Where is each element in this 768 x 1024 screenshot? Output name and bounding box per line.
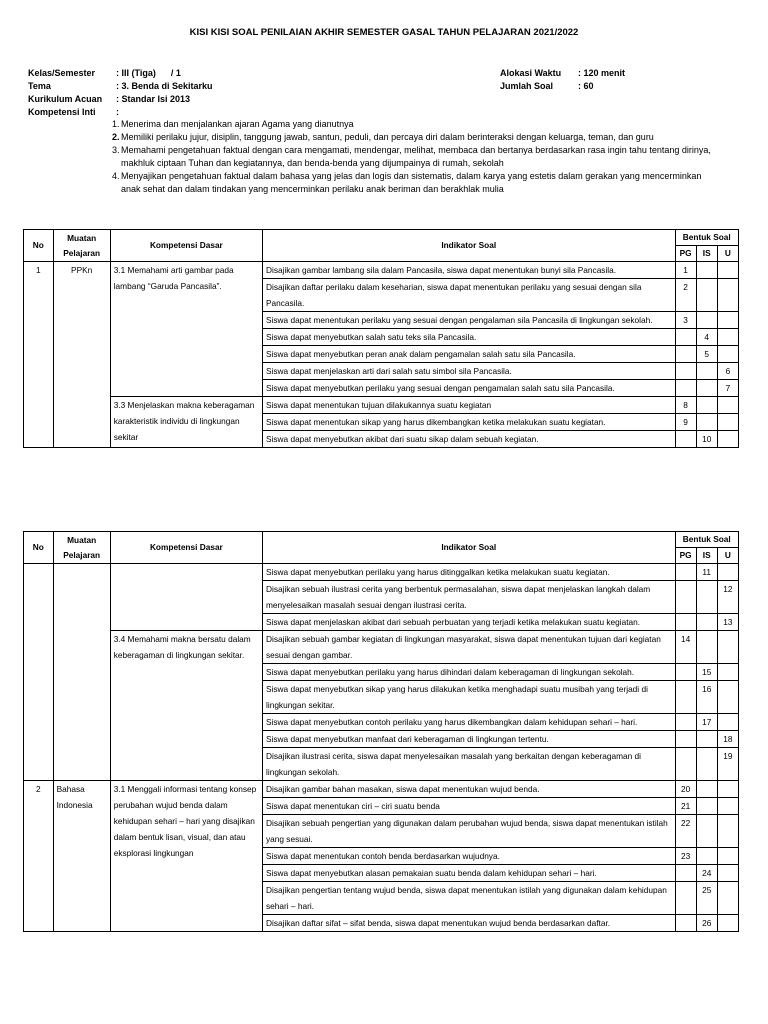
cell-pg [675, 581, 696, 614]
cell-indikator: Siswa dapat menyebutkan peran anak dalam pengamalan salah satu sila Pancasila. [263, 346, 675, 363]
meta-label: Tema [28, 81, 51, 91]
cell-indikator: Siswa dapat menentukan tujuan dilakukannya suatu kegiatan [263, 397, 675, 414]
cell-no [24, 564, 54, 781]
list-text: Memahami pengetahuan faktual dengan cara mengamati, mendengar, melihat, membaca dan bertanya berdasarkan rasa ingin tahu tentang dirinya, makhluk ciptaan Tuhan dan kegiatannya, dan benda-benda yang dijumpainya di rumah, sekolah [121, 145, 711, 168]
cell-u: 12 [717, 581, 738, 614]
meta-label: Alokasi Waktu [500, 68, 562, 78]
cell-pg [675, 748, 696, 781]
cell-u [717, 882, 738, 915]
cell-indikator: Disajikan ilustrasi cerita, siswa dapat menyelesaikan masalah yang berkaitan dengan keberagaman di lingkungan sekolah. [263, 748, 675, 781]
cell-indikator: Siswa dapat menentukan contoh benda berdasarkan wujudnya. [263, 848, 675, 865]
cell-no: 1 [24, 262, 54, 448]
cell-pg [675, 664, 696, 681]
meta-left [28, 67, 213, 119]
document-title: KISI KISI SOAL PENILAIAN AKHIR SEMESTER GASAL TAHUN PELAJARAN 2021/2022 [189, 27, 579, 38]
cell-kd: 3.4 Memahami makna bersatu dalam keberagaman di lingkungan sekitar. [110, 631, 262, 781]
meta-jumlah [500, 80, 625, 93]
cell-u [717, 329, 738, 346]
cell-is [696, 748, 717, 781]
cell-is [696, 614, 717, 631]
cell-is [696, 781, 717, 798]
cell-pg [675, 915, 696, 932]
cell-is: 25 [696, 882, 717, 915]
cell-u: 7 [717, 380, 738, 397]
kompetensi-inti-list [112, 118, 722, 196]
cell-muatan [53, 564, 110, 781]
list-number: 3. [112, 145, 120, 155]
cell-is [696, 397, 717, 414]
cell-indikator: Disajikan sebuah gambar kegiatan di lingkungan masyarakat, siswa dapat menentukan tujuan dari kegiatan sesuai dengan gambar. [263, 631, 675, 664]
cell-is: 11 [696, 564, 717, 581]
list-number: 4. [112, 171, 120, 181]
cell-pg [675, 614, 696, 631]
cell-is [696, 581, 717, 614]
cell-is [696, 380, 717, 397]
list-item [112, 144, 722, 170]
cell-indikator: Disajikan pengertian tentang wujud benda, siswa dapat menentukan istilah yang digunakan dalam kehidupan sehari – hari. [263, 882, 675, 915]
cell-u [717, 279, 738, 312]
cell-pg [675, 714, 696, 731]
cell-indikator: Siswa dapat menyebutkan contoh perilaku yang harus dikembangkan dalam kehidupan sehari – hari. [263, 714, 675, 731]
cell-u [717, 664, 738, 681]
cell-no: 2 [24, 781, 54, 932]
table-row [24, 631, 739, 664]
cell-kd [110, 564, 262, 631]
cell-pg [675, 731, 696, 748]
header-indikator: Indikator Soal [263, 532, 675, 564]
cell-muatan: PPKn [53, 262, 110, 448]
cell-pg [675, 363, 696, 380]
cell-indikator: Disajikan sebuah ilustrasi cerita yang berbentuk permasalahan, siswa dapat menjelaskan langkah dalam menyelesaikan masalah sesuai dengan ilustrasi cerita. [263, 581, 675, 614]
list-number: 1. [112, 119, 120, 129]
cell-indikator: Siswa dapat menyebutkan perilaku yang harus ditinggalkan ketika melakukan suatu kegiatan. [263, 564, 675, 581]
cell-pg [675, 882, 696, 915]
cell-indikator: Disajikan sebuah pengertian yang digunakan dalam perubahan wujud benda, siswa dapat menentukan istilah yang sesuai. [263, 815, 675, 848]
cell-pg: 2 [675, 279, 696, 312]
meta-right [500, 67, 625, 93]
meta-kurikulum [28, 93, 213, 106]
cell-u [717, 312, 738, 329]
header-no: No [24, 230, 54, 262]
meta-value: : [116, 107, 119, 117]
cell-indikator: Disajikan daftar perilaku dalam keseharian, siswa dapat menentukan perilaku yang sesuai dengan sila Pancasila. [263, 279, 675, 312]
header-bentuk-soal: Bentuk Soal [675, 230, 739, 246]
cell-indikator: Siswa dapat menyebutkan sikap yang harus dilakukan ketika menghadapi suatu musibah yang terjadi di lingkungan sekitar. [263, 681, 675, 714]
cell-u [717, 681, 738, 714]
cell-indikator: Disajikan gambar bahan masakan, siswa dapat menentukan wujud benda. [263, 781, 675, 798]
cell-u [717, 262, 738, 279]
cell-is [696, 631, 717, 664]
cell-is [696, 848, 717, 865]
cell-pg [675, 380, 696, 397]
meta-label: Kelas/Semester [28, 68, 96, 78]
meta-alokasi [500, 67, 625, 80]
list-text: Menyajikan pengetahuan faktual dalam bahasa yang jelas dan logis dan sistematis, dalam karya yang estetis dalam gerakan yang mencerminkan anak sehat dan dalam tindakan yang mencerminkan perilaku anak beriman dan berakhlak mulia [121, 171, 702, 194]
list-text: Menerima dan menjalankan ajaran Agama yang dianutnya [121, 119, 354, 129]
cell-indikator: Siswa dapat menyebutkan perilaku yang sesuai dengan pengamalan salah satu sila Pancasila. [263, 380, 675, 397]
header-pg: PG [675, 548, 696, 564]
meta-label: Jumlah Soal [500, 81, 554, 91]
header-is: IS [696, 548, 717, 564]
cell-kd: 3.1 Memahami arti gambar pada lambang “Garuda Pancasila”. [110, 262, 262, 397]
cell-u [717, 431, 738, 448]
header-kd: Kompetensi Dasar [110, 532, 262, 564]
cell-pg [675, 346, 696, 363]
cell-is [696, 414, 717, 431]
header-muatan: Muatan Pelajaran [53, 230, 110, 262]
cell-kd: 3.3 Menjelaskan makna keberagaman karakteristik individu di lingkungan sekitar [110, 397, 262, 448]
cell-pg [675, 564, 696, 581]
meta-value: : 120 menit [578, 68, 626, 78]
cell-u [717, 397, 738, 414]
header-no: No [24, 532, 54, 564]
cell-pg: 9 [675, 414, 696, 431]
cell-u: 18 [717, 731, 738, 748]
cell-pg: 1 [675, 262, 696, 279]
cell-indikator: Siswa dapat menyebutkan akibat dari suatu sikap dalam sebuah kegiatan. [263, 431, 675, 448]
cell-is [696, 262, 717, 279]
cell-kd: 3.1 Menggali informasi tentang konsep perubahan wujud benda dalam kehidupan sehari – hari yang disajikan dalam bentuk lisan, visual, dan atau eksplorasi lingkungan [110, 781, 262, 932]
cell-pg: 23 [675, 848, 696, 865]
cell-is: 5 [696, 346, 717, 363]
table-row [24, 397, 739, 414]
cell-pg: 14 [675, 631, 696, 664]
meta-tema [28, 80, 213, 93]
cell-is: 24 [696, 865, 717, 882]
cell-u [717, 798, 738, 815]
cell-indikator: Siswa dapat menentukan ciri – ciri suatu benda [263, 798, 675, 815]
meta-value: : Standar Isi 2013 [116, 94, 191, 104]
cell-pg [675, 681, 696, 714]
cell-pg: 3 [675, 312, 696, 329]
cell-is: 15 [696, 664, 717, 681]
cell-pg: 21 [675, 798, 696, 815]
cell-is [696, 815, 717, 848]
cell-u [717, 915, 738, 932]
cell-u [717, 346, 738, 363]
cell-indikator: Siswa dapat menjelaskan arti dari salah satu simbol sila Pancasila. [263, 363, 675, 380]
cell-is [696, 279, 717, 312]
cell-is: 16 [696, 681, 717, 714]
kisi-table-2 [23, 531, 739, 932]
cell-u [717, 781, 738, 798]
header-bentuk-soal: Bentuk Soal [675, 532, 739, 548]
header-is: IS [696, 246, 717, 262]
cell-pg: 20 [675, 781, 696, 798]
cell-pg [675, 329, 696, 346]
meta-label: Kompetensi Inti [28, 107, 96, 117]
header-muatan: Muatan Pelajaran [53, 532, 110, 564]
cell-indikator: Siswa dapat menyebutkan salah satu teks sila Pancasila. [263, 329, 675, 346]
cell-u [717, 815, 738, 848]
cell-indikator: Siswa dapat menentukan perilaku yang sesuai dengan pengalaman sila Pancasila di lingkungan sekolah. [263, 312, 675, 329]
meta-label: Kurikulum Acuan [28, 94, 103, 104]
cell-pg: 22 [675, 815, 696, 848]
header-kd: Kompetensi Dasar [110, 230, 262, 262]
meta-value: : III (Tiga) / 1 [116, 68, 181, 78]
cell-is: 26 [696, 915, 717, 932]
meta-value: : 60 [578, 81, 594, 91]
cell-is [696, 731, 717, 748]
cell-muatan: Bahasa Indonesia [53, 781, 110, 932]
cell-is: 4 [696, 329, 717, 346]
cell-indikator: Siswa dapat menyebutkan perilaku yang harus dihindari dalam keberagaman di lingkungan sekolah. [263, 664, 675, 681]
list-number: 2. [112, 132, 120, 142]
cell-u: 13 [717, 614, 738, 631]
header-u: U [717, 548, 738, 564]
cell-is [696, 363, 717, 380]
cell-is: 10 [696, 431, 717, 448]
cell-is [696, 312, 717, 329]
list-item [112, 118, 722, 131]
cell-is: 17 [696, 714, 717, 731]
cell-pg [675, 865, 696, 882]
cell-is [696, 798, 717, 815]
cell-u: 6 [717, 363, 738, 380]
cell-pg: 8 [675, 397, 696, 414]
cell-u [717, 564, 738, 581]
kisi-table-1 [23, 229, 739, 448]
header-indikator: Indikator Soal [263, 230, 675, 262]
list-item [112, 170, 722, 196]
cell-indikator: Siswa dapat menjelaskan akibat dari sebuah perbuatan yang terjadi ketika melakukan suatu kegiatan. [263, 614, 675, 631]
cell-indikator: Siswa dapat menentukan sikap yang harus dikembangkan ketika melakukan suatu kegiatan. [263, 414, 675, 431]
cell-u [717, 631, 738, 664]
table-row [24, 262, 739, 279]
cell-u [717, 865, 738, 882]
cell-indikator: Disajikan daftar sifat – sifat benda, siswa dapat menentukan wujud benda berdasarkan daftar. [263, 915, 675, 932]
table-row [24, 781, 739, 798]
list-text: Memiliki perilaku jujur, disiplin, tanggung jawab, santun, peduli, dan percaya diri dalam berinteraksi dengan keluarga, teman, dan guru [121, 132, 654, 142]
cell-pg [675, 431, 696, 448]
header-pg: PG [675, 246, 696, 262]
table-row [24, 564, 739, 581]
cell-indikator: Siswa dapat menyebutkan alasan pemakaian suatu benda dalam kehidupan sehari – hari. [263, 865, 675, 882]
list-item [112, 131, 722, 144]
cell-u [717, 414, 738, 431]
cell-u: 19 [717, 748, 738, 781]
cell-indikator: Siswa dapat menyebutkan manfaat dari keberagaman di lingkungan tertentu. [263, 731, 675, 748]
header-u: U [717, 246, 738, 262]
meta-value: : 3. Benda di Sekitarku [116, 81, 213, 91]
cell-u [717, 848, 738, 865]
cell-indikator: Disajikan gambar lambang sila dalam Pancasila, siswa dapat menentukan bunyi sila Pancasila. [263, 262, 675, 279]
cell-u [717, 714, 738, 731]
meta-kelas [28, 67, 213, 80]
